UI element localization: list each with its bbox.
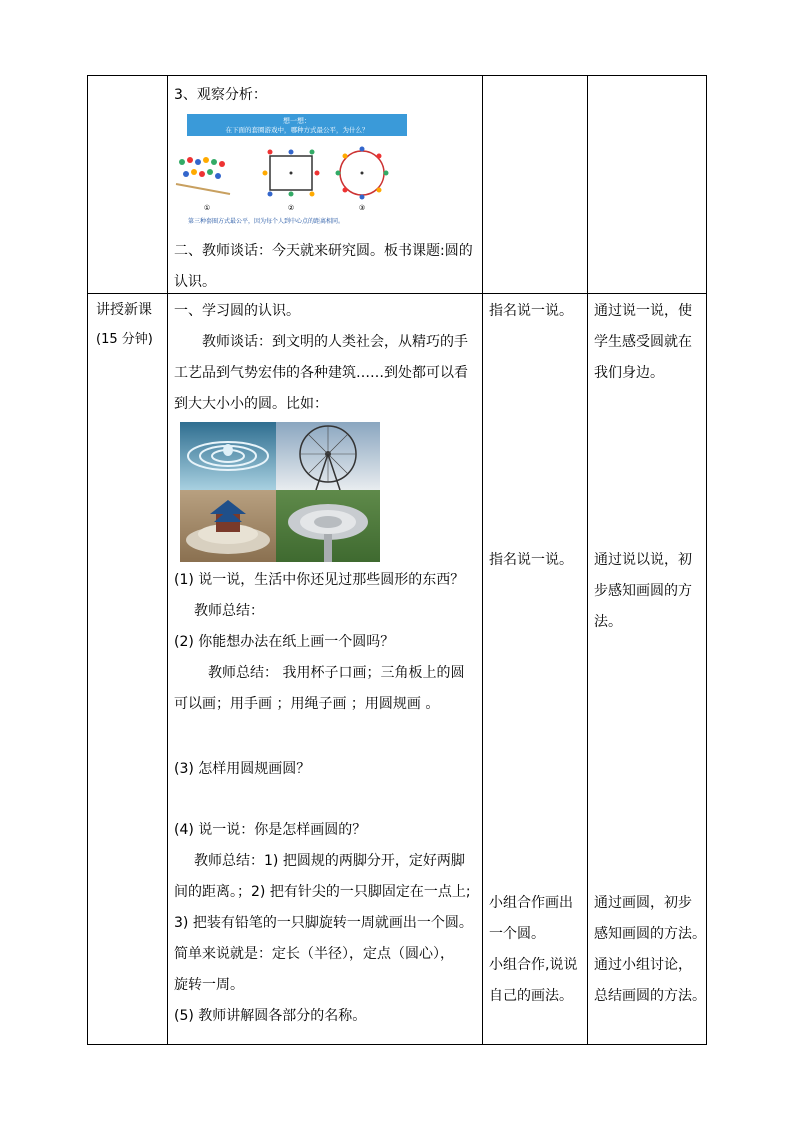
row1-col2-text: 二、教师谈话：今天就来研究圆。板书课题:圆的 认识。 xyxy=(174,243,473,290)
panel-label-1: ① xyxy=(203,204,211,212)
row2-col3-activity-a: 指名说一说。 xyxy=(489,303,573,319)
table-left-border xyxy=(87,75,88,1045)
square-arrangement xyxy=(263,150,320,197)
panel-label-3: ③ xyxy=(358,204,366,212)
row1-col2-heading: 3、观察分析： xyxy=(174,87,267,103)
row2-col4-intent-c: 通过画圆，初步 感知画圆的方法。 通过小组讨论， 总结画圆的方法。 xyxy=(594,895,706,1004)
panel-label-2: ② xyxy=(287,204,295,212)
circles-in-life-photo xyxy=(180,422,380,562)
row2-col2-q3: (3) 怎样用圆规画圆？ xyxy=(174,761,311,777)
row2-col2-questions: (1) 说一说，生活中你还见过那些圆形的东西？ 教师总结： (2) 你能想办法在纸上画一个圆吗？ 教师总结： 我用杯子口画；三角板上的圆 可以画；用手画 ；用绳子画 ；用圆规画 。 xyxy=(174,572,465,712)
figure-question: 在下面的套圈游戏中，哪种方式最公平，为什么？ xyxy=(225,126,369,134)
row2-col1-stage: 讲授新课 (15 分钟) xyxy=(96,302,153,347)
table-right-border xyxy=(706,75,707,1045)
table-top-border xyxy=(87,75,707,76)
figure-caption: 第三种套圈方式最公平，因为每个人到中心点的距离相同。 xyxy=(188,218,345,225)
column-divider-3 xyxy=(587,75,588,1045)
figure-title: 想一想： xyxy=(283,117,311,125)
column-divider-1 xyxy=(167,75,168,1045)
circle-arrangement xyxy=(336,147,389,200)
row2-col3-activity-b: 指名说一说。 xyxy=(489,552,573,568)
table-bottom-border xyxy=(87,1044,707,1045)
column-divider-2 xyxy=(482,75,483,1045)
row2-col4-intent-b: 通过说以说，初 步感知画圆的方 法。 xyxy=(594,552,692,630)
row2-col2-summary: (4) 说一说：你是怎样画圆的？ 教师总结：1) 把圆规的两脚分开，定好两脚 间的距离。；2) 把有针尖的一只脚固定在一点上; 3) 把装有铅笔的一只脚旋转一周就画出一个圆。 简单来说就是：定长（半径），定点（圆心）， 旋转一周。 (5) 教师讲解圆各部分的名称。 xyxy=(174,822,473,1024)
row2-col2-intro: 一、学习圆的认识。 教师谈话：到文明的人类社会，从精巧的手 工艺品到气势宏伟的各种建筑……到处都可以看 到大大小小的圆。比如： xyxy=(174,303,468,412)
ring-toss-figure xyxy=(172,112,412,228)
line-of-children xyxy=(176,157,230,194)
row2-col3-activity-c: 小组合作画出 一个圆。 小组合作,说说 自己的画法。 xyxy=(489,895,578,1004)
row2-col4-intent-a: 通过说一说，使 学生感受圆就在 我们身边。 xyxy=(594,303,692,381)
